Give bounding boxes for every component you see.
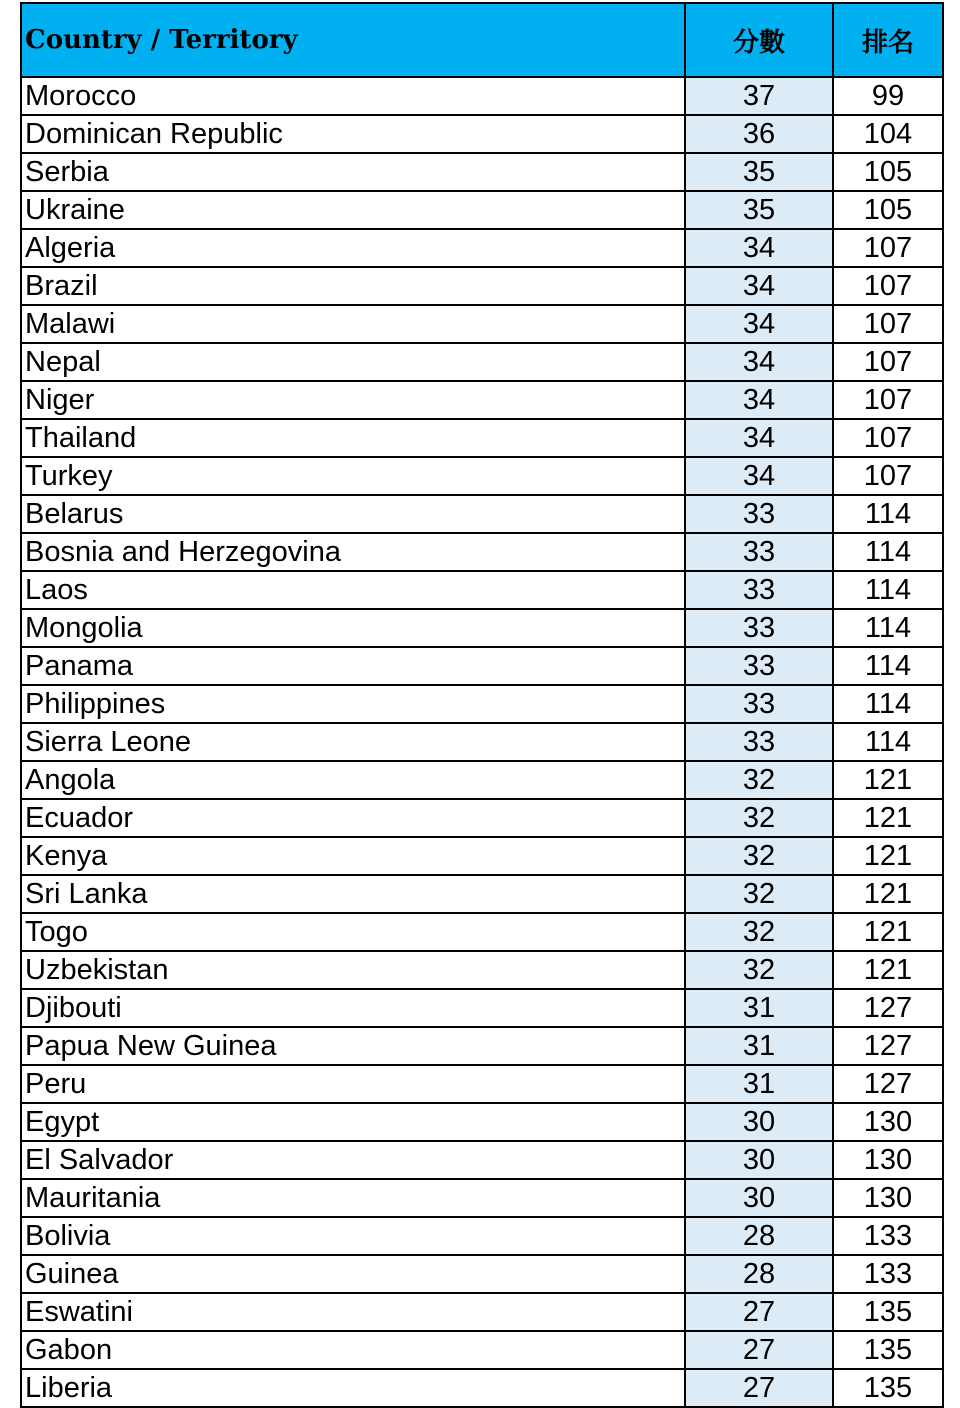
table-row [21,495,943,533]
table-row [21,1065,943,1103]
score-cell: 30 [685,1141,833,1179]
score-cell: 33 [685,571,833,609]
country-cell: Uzbekistan [21,951,685,989]
country-cell: Djibouti [21,989,685,1027]
rank-cell: 114 [833,571,943,609]
rank-cell: 105 [833,153,943,191]
rank-cell: 114 [833,685,943,723]
country-cell: Angola [21,761,685,799]
rank-cell: 107 [833,457,943,495]
table-row [21,77,943,115]
table-row [21,647,943,685]
score-cell: 32 [685,951,833,989]
table-row [21,723,943,761]
country-cell: Algeria [21,229,685,267]
country-cell: Bosnia and Herzegovina [21,533,685,571]
country-cell: Brazil [21,267,685,305]
score-cell: 32 [685,875,833,913]
country-cell: Sierra Leone [21,723,685,761]
score-cell: 35 [685,153,833,191]
table-row [21,343,943,381]
score-cell: 34 [685,267,833,305]
country-cell: Mauritania [21,1179,685,1217]
table-row [21,571,943,609]
ranking-table [20,2,944,1408]
rank-cell: 107 [833,305,943,343]
score-cell: 32 [685,913,833,951]
header-country: Country / Territory [21,3,685,77]
country-cell: El Salvador [21,1141,685,1179]
rank-cell: 105 [833,191,943,229]
country-cell: Laos [21,571,685,609]
table-row [21,457,943,495]
rank-cell: 114 [833,495,943,533]
country-cell: Belarus [21,495,685,533]
table-row [21,837,943,875]
country-cell: Peru [21,1065,685,1103]
rank-cell: 135 [833,1369,943,1407]
score-cell: 34 [685,229,833,267]
score-cell: 34 [685,457,833,495]
score-cell: 34 [685,305,833,343]
score-cell: 28 [685,1255,833,1293]
score-cell: 34 [685,419,833,457]
score-cell: 33 [685,723,833,761]
country-cell: Morocco [21,77,685,115]
rank-cell: 135 [833,1293,943,1331]
rank-cell: 130 [833,1103,943,1141]
table-row [21,1179,943,1217]
rank-cell: 121 [833,799,943,837]
country-cell: Serbia [21,153,685,191]
table-header-row [21,3,943,77]
score-cell: 27 [685,1293,833,1331]
table-row [21,1103,943,1141]
rank-cell: 114 [833,723,943,761]
country-cell: Ukraine [21,191,685,229]
score-cell: 33 [685,533,833,571]
score-cell: 30 [685,1179,833,1217]
table-row [21,419,943,457]
table-body [21,77,943,1407]
rank-cell: 121 [833,837,943,875]
score-cell: 33 [685,647,833,685]
country-cell: Bolivia [21,1217,685,1255]
country-cell: Sri Lanka [21,875,685,913]
rank-cell: 107 [833,381,943,419]
rank-cell: 114 [833,647,943,685]
rank-cell: 121 [833,875,943,913]
header-score: 分數 [685,3,833,77]
table-row [21,115,943,153]
score-cell: 27 [685,1331,833,1369]
score-cell: 34 [685,381,833,419]
score-cell: 33 [685,609,833,647]
table-row [21,685,943,723]
country-cell: Philippines [21,685,685,723]
rank-cell: 135 [833,1331,943,1369]
country-cell: Panama [21,647,685,685]
rank-cell: 104 [833,115,943,153]
rank-cell: 114 [833,609,943,647]
country-cell: Thailand [21,419,685,457]
table-row [21,1331,943,1369]
score-cell: 32 [685,799,833,837]
table-row [21,191,943,229]
score-cell: 30 [685,1103,833,1141]
table-row [21,761,943,799]
score-cell: 28 [685,1217,833,1255]
rank-cell: 114 [833,533,943,571]
score-cell: 36 [685,115,833,153]
rank-cell: 127 [833,989,943,1027]
country-cell: Egypt [21,1103,685,1141]
rank-cell: 130 [833,1141,943,1179]
table-row [21,1255,943,1293]
table-row [21,533,943,571]
rank-cell: 130 [833,1179,943,1217]
rank-cell: 107 [833,343,943,381]
score-cell: 34 [685,343,833,381]
rank-cell: 133 [833,1217,943,1255]
table-row [21,229,943,267]
table-row [21,1217,943,1255]
ranking-sheet [20,2,942,1408]
score-cell: 32 [685,837,833,875]
score-cell: 32 [685,761,833,799]
country-cell: Nepal [21,343,685,381]
country-cell: Dominican Republic [21,115,685,153]
rank-cell: 107 [833,229,943,267]
rank-cell: 121 [833,913,943,951]
table-row [21,951,943,989]
rank-cell: 107 [833,419,943,457]
table-row [21,153,943,191]
table-row [21,913,943,951]
rank-cell: 133 [833,1255,943,1293]
table-row [21,1293,943,1331]
table-row [21,305,943,343]
table-row [21,875,943,913]
score-cell: 31 [685,989,833,1027]
table-row [21,609,943,647]
rank-cell: 121 [833,951,943,989]
table-row [21,1027,943,1065]
country-cell: Ecuador [21,799,685,837]
country-cell: Mongolia [21,609,685,647]
rank-cell: 107 [833,267,943,305]
table-row [21,1369,943,1407]
rank-cell: 127 [833,1065,943,1103]
country-cell: Kenya [21,837,685,875]
country-cell: Liberia [21,1369,685,1407]
header-rank: 排名 [833,3,943,77]
score-cell: 35 [685,191,833,229]
country-cell: Malawi [21,305,685,343]
table-row [21,1141,943,1179]
score-cell: 33 [685,495,833,533]
score-cell: 37 [685,77,833,115]
rank-cell: 121 [833,761,943,799]
country-cell: Guinea [21,1255,685,1293]
country-cell: Turkey [21,457,685,495]
score-cell: 33 [685,685,833,723]
table-row [21,267,943,305]
rank-cell: 99 [833,77,943,115]
country-cell: Papua New Guinea [21,1027,685,1065]
table-row [21,799,943,837]
country-cell: Eswatini [21,1293,685,1331]
rank-cell: 127 [833,1027,943,1065]
score-cell: 27 [685,1369,833,1407]
score-cell: 31 [685,1027,833,1065]
country-cell: Gabon [21,1331,685,1369]
table-row [21,381,943,419]
score-cell: 31 [685,1065,833,1103]
country-cell: Togo [21,913,685,951]
country-cell: Niger [21,381,685,419]
table-row [21,989,943,1027]
